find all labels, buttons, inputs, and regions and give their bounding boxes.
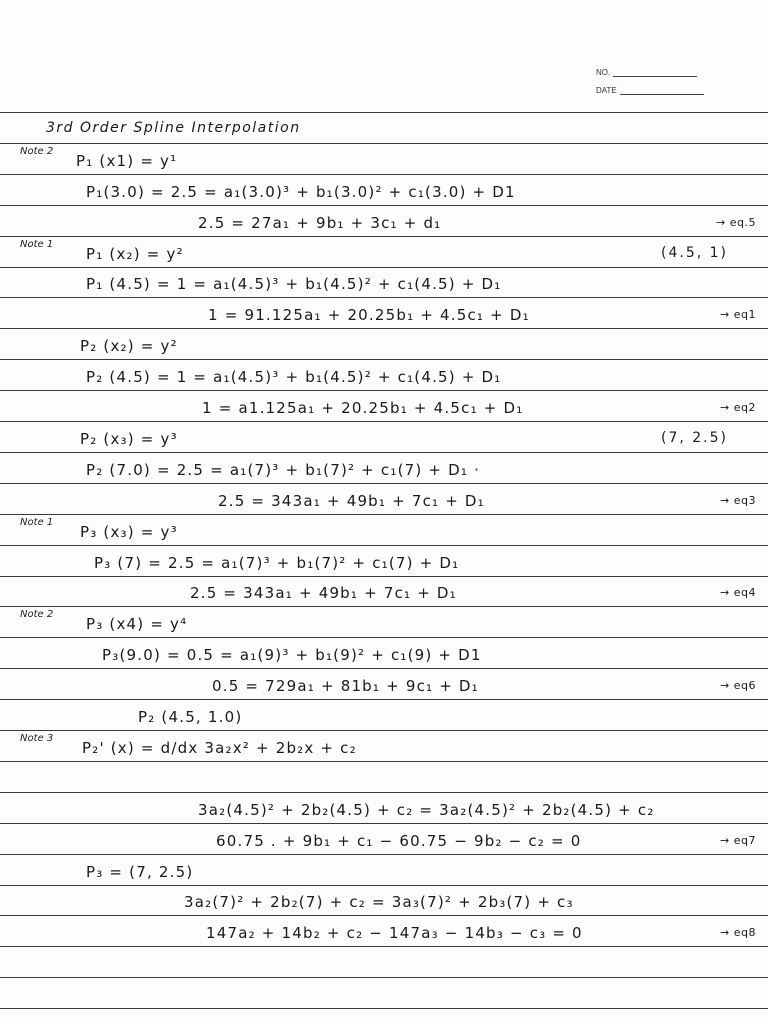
equation-tag: → eq7	[720, 834, 756, 847]
ruled-line	[0, 977, 768, 978]
ruled-line	[0, 699, 768, 700]
equation-line: 2.5 = 27a₁ + 9b₁ + 3c₁ + d₁	[198, 214, 442, 232]
equation-tag: → eq1	[720, 308, 756, 321]
equation-line: P₃(9.0) = 0.5 = a₁(9)³ + b₁(9)² + c₁(9) + D1	[102, 646, 482, 664]
margin-note: Note 2	[20, 146, 54, 157]
equation-line: P₂ (x₂) = y²	[80, 337, 178, 355]
ruled-line	[0, 297, 768, 298]
equation-tag: → eq.5	[716, 216, 756, 229]
ruled-line	[0, 421, 768, 422]
equation-line: P₃ (x₃) = y³	[80, 523, 178, 541]
ruled-line	[0, 946, 768, 947]
margin-note: Note 1	[20, 239, 54, 250]
date-label: DATE	[596, 86, 617, 95]
ruled-line	[0, 267, 768, 268]
no-field	[596, 68, 697, 77]
equation-line: P₂' (x) = d/dx 3a₂x² + 2b₂x + c₂	[82, 739, 357, 757]
equation-line: 2.5 = 343a₁ + 49b₁ + 7c₁ + D₁	[190, 584, 457, 602]
ruled-line	[0, 236, 768, 237]
equation-tag: → eq3	[720, 494, 756, 507]
ruled-line	[0, 606, 768, 607]
equation-tag: → eq4	[720, 586, 756, 599]
margin-note: Note 1	[20, 517, 54, 528]
ruled-line	[0, 328, 768, 329]
no-label: NO.	[596, 68, 611, 77]
equation-line: P₃ (x4) = y⁴	[86, 615, 188, 633]
page-title: 3rd Order Spline Interpolation	[46, 120, 301, 136]
margin-note: Note 2	[20, 609, 54, 620]
ruled-line	[0, 823, 768, 824]
ruled-line	[0, 1008, 768, 1009]
equation-line: 3a₂(4.5)² + 2b₂(4.5) + c₂ = 3a₂(4.5)² + 2b₂(4.5) + c₂	[198, 801, 655, 819]
ruled-line	[0, 452, 768, 453]
ruled-line	[0, 483, 768, 484]
equation-line: P₃ (7) = 2.5 = a₁(7)³ + b₁(7)² + c₁(7) + D₁	[94, 554, 460, 572]
ruled-line	[0, 112, 768, 113]
equation-line: 3a₂(7)² + 2b₂(7) + c₂ = 3a₃(7)² + 2b₃(7) + c₃	[184, 893, 574, 911]
equation-line: P₂ (x₃) = y³	[80, 430, 178, 448]
equation-line: P₁ (x₂) = y²	[86, 245, 184, 263]
margin-note: Note 3	[20, 733, 54, 744]
ruled-line	[0, 545, 768, 546]
equation-line: 2.5 = 343a₁ + 49b₁ + 7c₁ + D₁	[218, 492, 485, 510]
equation-line: 1 = a1.125a₁ + 20.25b₁ + 4.5c₁ + D₁	[202, 399, 524, 417]
equation-line: P₁ (4.5) = 1 = a₁(4.5)³ + b₁(4.5)² + c₁(4.5) + D₁	[86, 275, 502, 293]
ruled-line	[0, 205, 768, 206]
ruled-line	[0, 730, 768, 731]
equation-line: P₂ (4.5) = 1 = a₁(4.5)³ + b₁(4.5)² + c₁(4.5) + D₁	[86, 368, 502, 386]
equation-line: P₁ (x1) = y¹	[76, 152, 178, 170]
equation-tag: → eq8	[720, 926, 756, 939]
ruled-line	[0, 514, 768, 515]
equation-line: 60.75 . + 9b₁ + c₁ − 60.75 − 9b₂ − c₂ = 0	[216, 832, 582, 850]
ruled-line	[0, 143, 768, 144]
equation-line: P₁(3.0) = 2.5 = a₁(3.0)³ + b₁(3.0)² + c₁(3.0) + D1	[86, 183, 516, 201]
ruled-line	[0, 637, 768, 638]
ruled-line	[0, 792, 768, 793]
ruled-line	[0, 174, 768, 175]
equation-line: P₂ (7.0) = 2.5 = a₁(7)³ + b₁(7)² + c₁(7) + D₁ ·	[86, 461, 481, 479]
equation-line: 1 = 91.125a₁ + 20.25b₁ + 4.5c₁ + D₁	[208, 306, 530, 324]
point-label: (4.5, 1)	[661, 245, 728, 261]
equation-line: P₃ = (7, 2.5)	[86, 863, 194, 881]
equation-line: 0.5 = 729a₁ + 81b₁ + 9c₁ + D₁	[212, 677, 479, 695]
date-field	[596, 86, 704, 95]
ruled-line	[0, 885, 768, 886]
ruled-line	[0, 359, 768, 360]
ruled-line	[0, 390, 768, 391]
ruled-line	[0, 854, 768, 855]
point-label: (7, 2.5)	[661, 430, 728, 446]
ruled-line	[0, 668, 768, 669]
equation-tag: → eq6	[720, 679, 756, 692]
equation-tag: → eq2	[720, 401, 756, 414]
ruled-line	[0, 761, 768, 762]
equation-line: 147a₂ + 14b₂ + c₂ − 147a₃ − 14b₃ − c₃ = 0	[206, 924, 583, 942]
ruled-line	[0, 576, 768, 577]
ruled-line	[0, 915, 768, 916]
equation-line: P₂ (4.5, 1.0)	[138, 708, 243, 726]
